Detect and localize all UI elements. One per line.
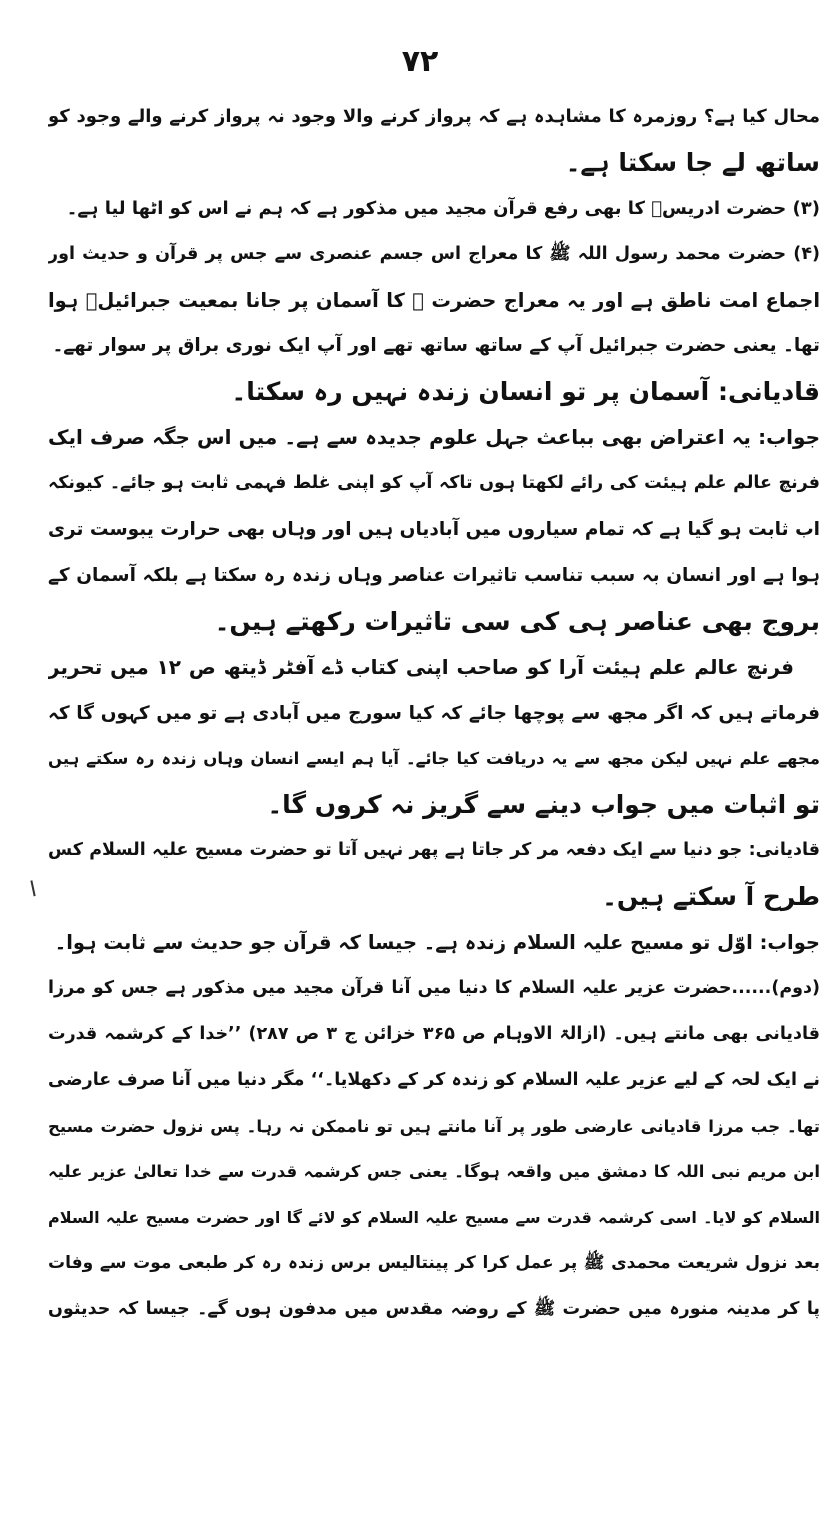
body-text [48,94,820,1333]
text-line: (۴) حضرت محمد رسول اللہ ﷺ کا معراج اس جسم عنصری سے جس پر قرآن و حدیث اور [48,243,820,264]
text-line: ابن مریم نبی اللہ کا دمشق میں واقعہ ہوگا۔ یعنی جس کرشمہ قدرت سے خدا تعالیٰ عزیر علیہ [48,1162,820,1182]
text-line: السلام کو لایا۔ اسی کرشمہ قدرت سے مسیح علیہ السلام کو لائے گا اور حضرت مسیح علیہ السلام [48,1208,820,1228]
text-line: فرنچ عالم علم ہیئت کی رائے لکھتا ہوں تاکہ آپ کو اپنی غلط فہمی ثابت ہو جائے۔ کیونکہ [48,473,820,494]
text-line: قادیانی: جو دنیا سے ایک دفعہ مر کر جاتا ہے پھر نہیں آتا تو حضرت مسیح علیہ السلام کس [48,840,820,861]
text-line: جواب: یہ اعتراض بھی بباعث جہل علوم جدیدہ سے ہے۔ میں اس جگہ صرف ایک [48,425,820,450]
text-line: (دوم)......حضرت عزیر علیہ السلام کا دنیا میں آنا قرآن مجید میں مذکور ہے جس کو مرزا [48,977,820,998]
text-line: تھا۔ یعنی حضرت جبرائیل آپ کے ساتھ ساتھ تھے اور آپ ایک نوری براق پر سوار تھے۔ [52,335,820,357]
text-line: ہوا ہے اور انسان بہ سبب تناسب تاثیرات عناصر وہاں زندہ رہ سکتا ہے بلکہ آسمان کے [48,564,820,586]
text-line: پا کر مدینہ منورہ میں حضرت ﷺ کے روضہ مقدس میں مدفون ہوں گے۔ جیسا کہ حدیثوں [48,1299,820,1320]
margin-mark [30,880,38,897]
text-line: نے ایک لحہ کے لیے عزیر علیہ السلام کو زندہ کر کے دکھلایا۔‘‘ مگر دنیا میں آنا صرف عارضی [48,1069,820,1090]
text-line: (۳) حضرت ادریسؑ کا بھی رفع قرآن مجید میں مذکور ہے کہ ہم نے اس کو اٹھا لیا ہے۔ [66,197,820,219]
text-line: فرنچ عالم علم ہیئت آرا کو صاحب اپنی کتاب ڈے آفٹر ڈیتھ ص ۱۲ میں تحریر [48,654,794,679]
text-line: بروج بھی عناصر ہی کی سی تاثیرات رکھتے ہیں۔ [214,606,820,636]
text-line: بعد نزول شریعت محمدی ﷺ پر عمل کرا کر پینتالیس برس زندہ رہ کر طبعی موت سے وفات [48,1253,820,1274]
text-line: جواب: اوّل تو مسیح علیہ السلام زندہ ہے۔ جیسا کہ قرآن جو حدیث سے ثابت ہوا۔ [54,931,820,955]
text-line: تو اثبات میں جواب دینے سے گریز نہ کروں گا۔ [267,790,820,820]
text-line: قادیانی: آسمان پر تو انسان زندہ نہیں رہ سکتا۔ [231,377,820,407]
text-line: محال کیا ہے؟ روزمرہ کا مشاہدہ ہے کہ پرواز کرنے والا وجود نہ پرواز کرنے والے وجود کو [48,106,820,127]
text-line: فرماتے ہیں کہ اگر مجھ سے پوچھا جائے کہ کیا سورج میں آبادی ہے تو میں کہوں گا کہ [48,702,820,724]
text-line: اب ثابت ہو گیا ہے کہ تمام سیاروں میں آبادیاں ہیں اور وہاں بھی حرارت یبوست تری [48,519,820,541]
text-line: ساتھ لے جا سکتا ہے۔ [565,147,820,177]
text-line: مجھے علم نہیں لیکن مجھ سے یہ دریافت کیا جائے۔ آیا ہم ایسے انسان وہاں زندہ رہ سکتے ہیں [48,749,820,769]
page-number: ۷۲ [401,44,439,79]
text-line: تھا۔ جب مرزا قادیانی عارضی طور پر آنا مانتے ہیں تو ناممکن نہ رہا۔ پس نزول حضرت مسیح [48,1116,820,1136]
text-line: اجماع امت ناطق ہے اور یہ معراج حضرت ﷺ کا آسمان پر جانا بمعیت جبرائیلؑ ہوا [48,288,820,312]
text-line: طرح آ سکتے ہیں۔ [602,882,820,912]
text-line: قادیانی بھی مانتے ہیں۔ (ازالۃ الاوہام ص ۳۶۵ خزائن ج ۳ ص ۲۸۷) ’’خدا کے کرشمہ قدرت [48,1023,820,1044]
